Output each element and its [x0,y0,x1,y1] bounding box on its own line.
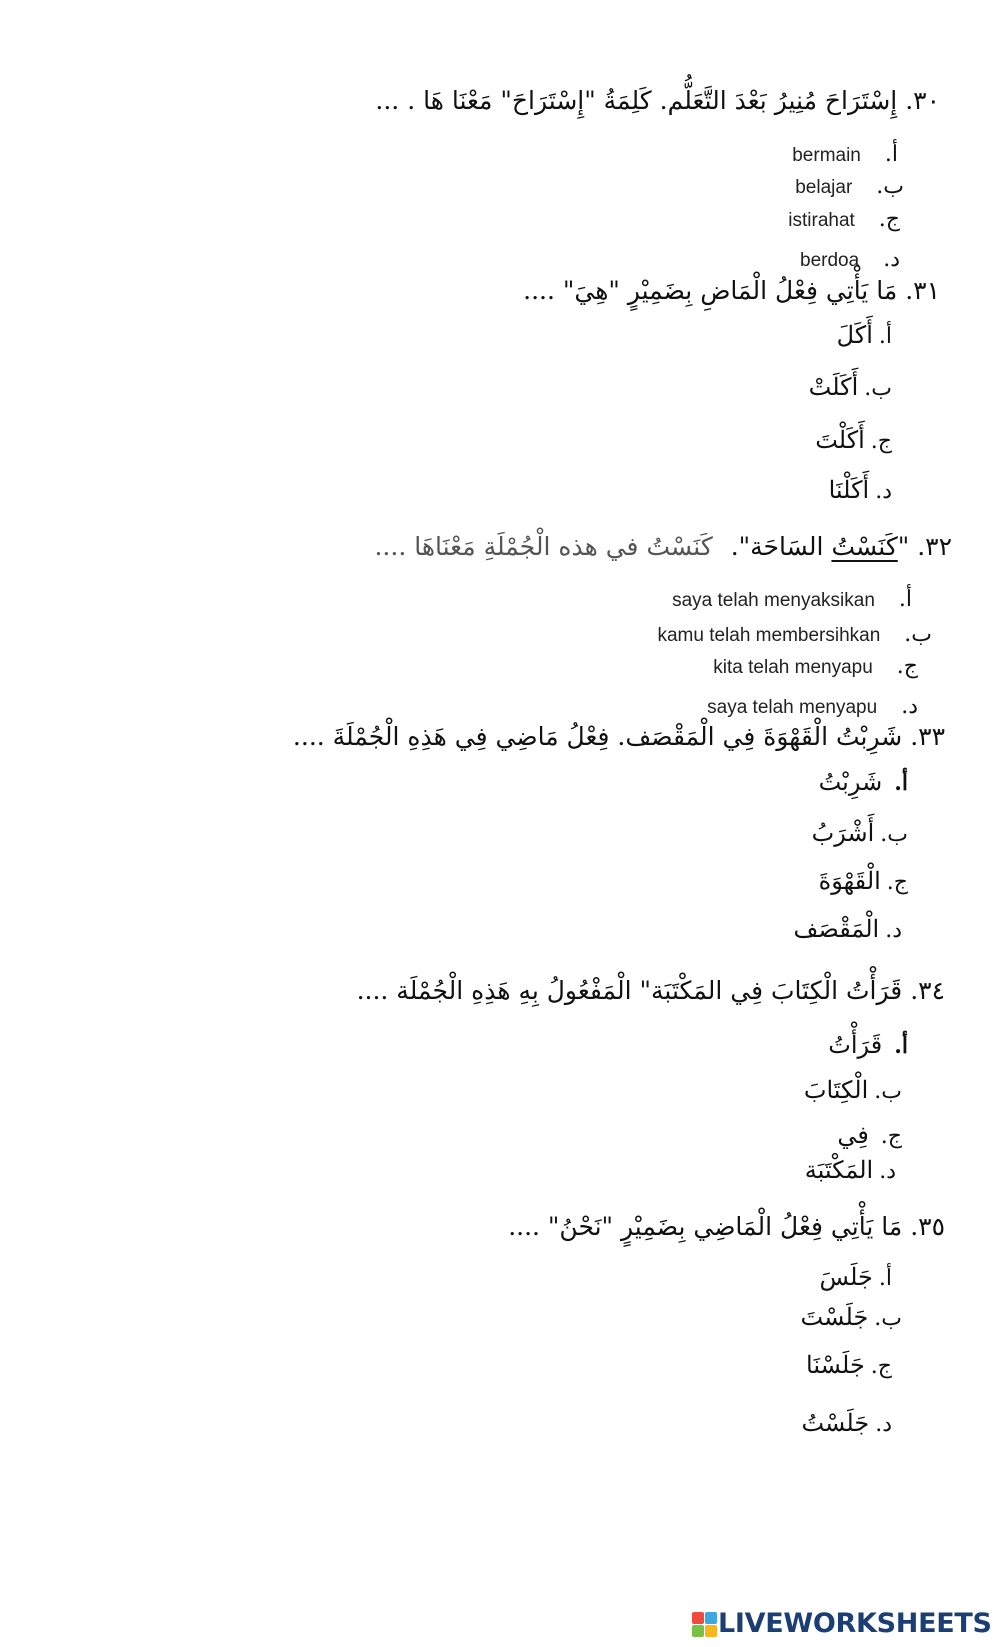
question-text: مَا يَأْتِي فِعْلُ الْمَاضِي بِضَمِيْرٍ "نَحْنُ" .... [508,1212,903,1241]
option-32-a[interactable] [672,583,912,616]
question-text: السَاحَة". [730,532,832,561]
question-number: ٣١. [905,276,940,305]
option-letter: ج. [896,654,918,679]
option-text: kamu telah membersihkan [657,625,881,646]
option-text: الْمَقْصَف [793,915,880,943]
option-letter: د. [883,247,900,272]
logo-square [705,1625,717,1637]
option-letter: ب. [876,174,904,199]
option-letter: د. [901,694,918,719]
question-text: مَا يَأْتِي فِعْلُ الْمَاضِ بِضَمِيْرٍ "هِيَ" .... [523,276,898,305]
question-text: قَرَأْتُ الْكِتَابَ فِي المَكْتَبَة" الْمَفْعُولُ بِهِ هَذِهِ الْجُمْلَة .... [356,976,903,1005]
option-letter: أ. [898,587,912,612]
option-text: istirahat [788,210,855,231]
question-quote: " [897,532,910,561]
option-text: جَلَسْنَا [806,1351,865,1379]
option-letter: ب. [864,376,892,401]
option-text: جَلَسَ [819,1263,873,1291]
option-32-d[interactable] [707,690,918,723]
option-letter: ب. [874,1306,902,1331]
option-32-c[interactable] [713,650,918,683]
option-text: أَكَلْتَ [815,426,865,454]
option-letter: أ. [878,1266,892,1291]
option-31-b[interactable] [809,372,892,404]
option-35-d[interactable] [801,1408,892,1440]
option-letter: د. [875,1412,892,1437]
option-34-c[interactable] [837,1120,902,1152]
question-34 [357,974,945,1008]
option-33-a[interactable] [819,767,908,798]
option-letter: د. [885,918,902,943]
option-letter: ج. [886,870,908,895]
option-text: saya telah menyapu [707,697,878,718]
option-text: الْقَهْوَةَ [818,867,881,895]
question-31 [523,274,940,308]
question-number: ٣٠. [905,86,940,115]
option-33-d[interactable] [794,914,902,946]
option-letter: ب. [874,1079,902,1104]
question-33 [293,720,945,754]
option-31-c[interactable] [815,425,892,457]
question-35 [508,1210,945,1244]
question-number: ٣٢. [917,532,952,561]
option-30-b[interactable] [795,170,904,203]
logo-square [692,1612,704,1624]
option-text: أَشْرَبُ [811,819,875,847]
option-text: المَكْتَبَة [804,1156,874,1184]
logo-square [692,1625,704,1637]
option-letter: أ. [884,142,898,167]
option-text: berdoa [800,250,860,271]
option-text: bermain [792,145,861,166]
question-number: ٣٤. [910,976,945,1005]
option-letter: أ. [878,324,892,349]
option-35-c[interactable] [806,1350,892,1382]
question-text: إِسْتَرَاحَ مُنِيرُ بَعْدَ التَّعَلُّم. كَلِمَةُ "إِسْتَرَاحَ" مَعْنَا هَا . ... [375,86,898,115]
option-32-b[interactable] [657,618,932,651]
question-30 [375,84,940,118]
option-text: جَلَسْتَ [800,1303,869,1331]
option-letter: ب. [904,622,932,647]
option-letter: د. [879,1159,896,1184]
option-letter: أ. [894,1033,908,1059]
option-text: أَكَلَتْ [808,373,859,401]
logo-text: LIVEWORKSHEETS [718,1608,992,1639]
option-text: belajar [795,177,853,198]
option-letter: أ. [894,770,908,796]
option-30-d[interactable] [800,243,900,276]
option-34-a[interactable] [828,1030,908,1061]
question-number: ٣٣. [910,722,945,751]
option-letter: ج. [870,429,892,454]
option-33-c[interactable] [819,866,908,898]
option-text: أَكَلَ [836,321,873,349]
question-number: ٣٥. [910,1212,945,1241]
option-34-b[interactable] [804,1075,902,1107]
option-text: جَلَسْتُ [801,1409,870,1437]
logo-square [705,1612,717,1624]
logo-squares-icon [692,1612,716,1636]
option-31-d[interactable] [829,475,892,507]
option-letter: ج. [870,1354,892,1379]
option-text: kita telah menyapu [713,657,873,678]
option-34-d[interactable] [805,1155,896,1187]
option-text: saya telah menyaksikan [672,590,875,611]
option-31-a[interactable] [837,320,892,352]
option-letter: ج. [878,207,900,232]
liveworksheets-logo [692,1608,992,1639]
option-text: شَرِبْتُ [818,768,883,796]
option-text: الْكِتَابَ [803,1076,869,1104]
option-letter: ج. [880,1124,902,1149]
option-35-a[interactable] [820,1262,893,1294]
option-letter: ب. [880,822,908,847]
option-letter: د. [875,479,892,504]
option-35-b[interactable] [801,1302,902,1334]
option-text: فِي [837,1121,869,1149]
option-30-a[interactable] [792,138,898,171]
question-32 [374,530,952,564]
option-30-c[interactable] [788,203,900,236]
question-underlined-word: كَنَسْتُ [831,532,898,561]
option-text: قَرَأْتُ [828,1031,883,1059]
question-text: شَرِبْتُ الْقَهْوَةَ فِي الْمَقْصَف. فِعْلُ مَاضِي فِي هَذِهِ الْجُمْلَةَ .... [292,722,903,751]
question-text-tail: كَنَسْتُ في هذه الْجُمْلَةِ مَعْنَاهَا .... [374,532,713,561]
option-text: أَكَلْنَا [828,476,870,504]
option-33-b[interactable] [812,818,908,850]
